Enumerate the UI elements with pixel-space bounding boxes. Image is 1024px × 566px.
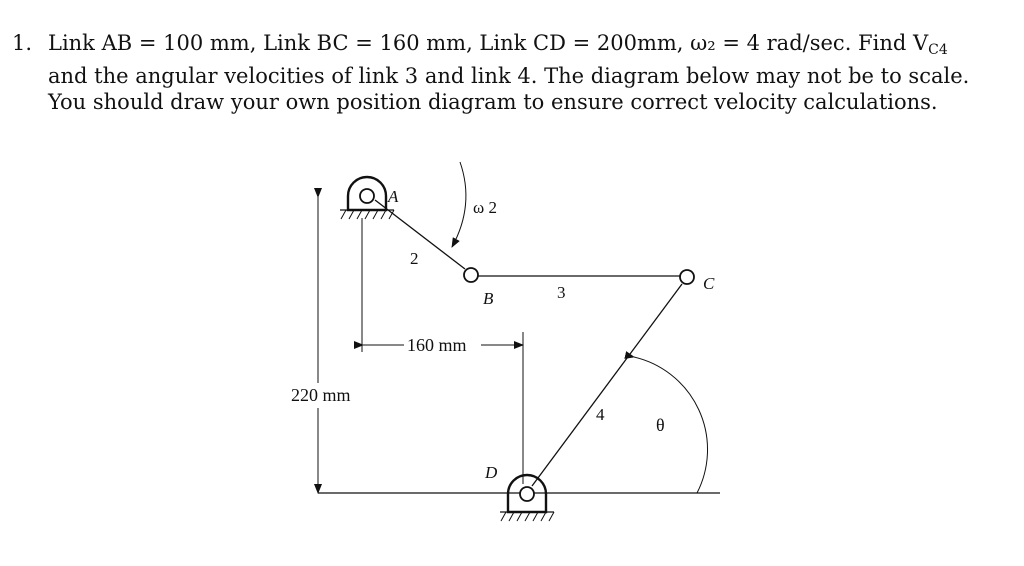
link-4-cd (532, 284, 682, 486)
label-c: C (703, 274, 715, 293)
label-horizontal-dimension: 160 mm (407, 335, 467, 355)
ground-support-a (340, 177, 394, 219)
velocity-subscript: C4 (928, 42, 948, 58)
label-b: B (483, 289, 494, 308)
label-d: D (485, 463, 498, 482)
ground-support-d (500, 475, 554, 521)
joint-b (464, 268, 478, 282)
label-link-3: 3 (557, 283, 566, 302)
label-vertical-dimension: 220 mm (291, 385, 351, 405)
link-2-ab (375, 200, 465, 269)
label-link-4: 4 (596, 405, 605, 424)
problem-number: 1. (12, 31, 33, 55)
label-omega-2: ω 2 (473, 198, 497, 217)
omega-2-arrow (452, 162, 466, 247)
label-link-2: 2 (410, 249, 419, 268)
theta-arc (634, 357, 708, 493)
problem-text-part1: Link AB = 100 mm, Link BC = 160 mm, Link CD = 200mm, ω₂ = 4 rad/sec. Find V (48, 31, 929, 55)
label-a: A (388, 187, 399, 206)
joint-c (680, 270, 694, 284)
label-theta: θ (656, 415, 665, 435)
problem-text-part2: and the angular velocities of link 3 and link 4. The diagram below may not be to scale. You should draw your own position diagram to ensure correct velocity calculations. (48, 64, 970, 114)
